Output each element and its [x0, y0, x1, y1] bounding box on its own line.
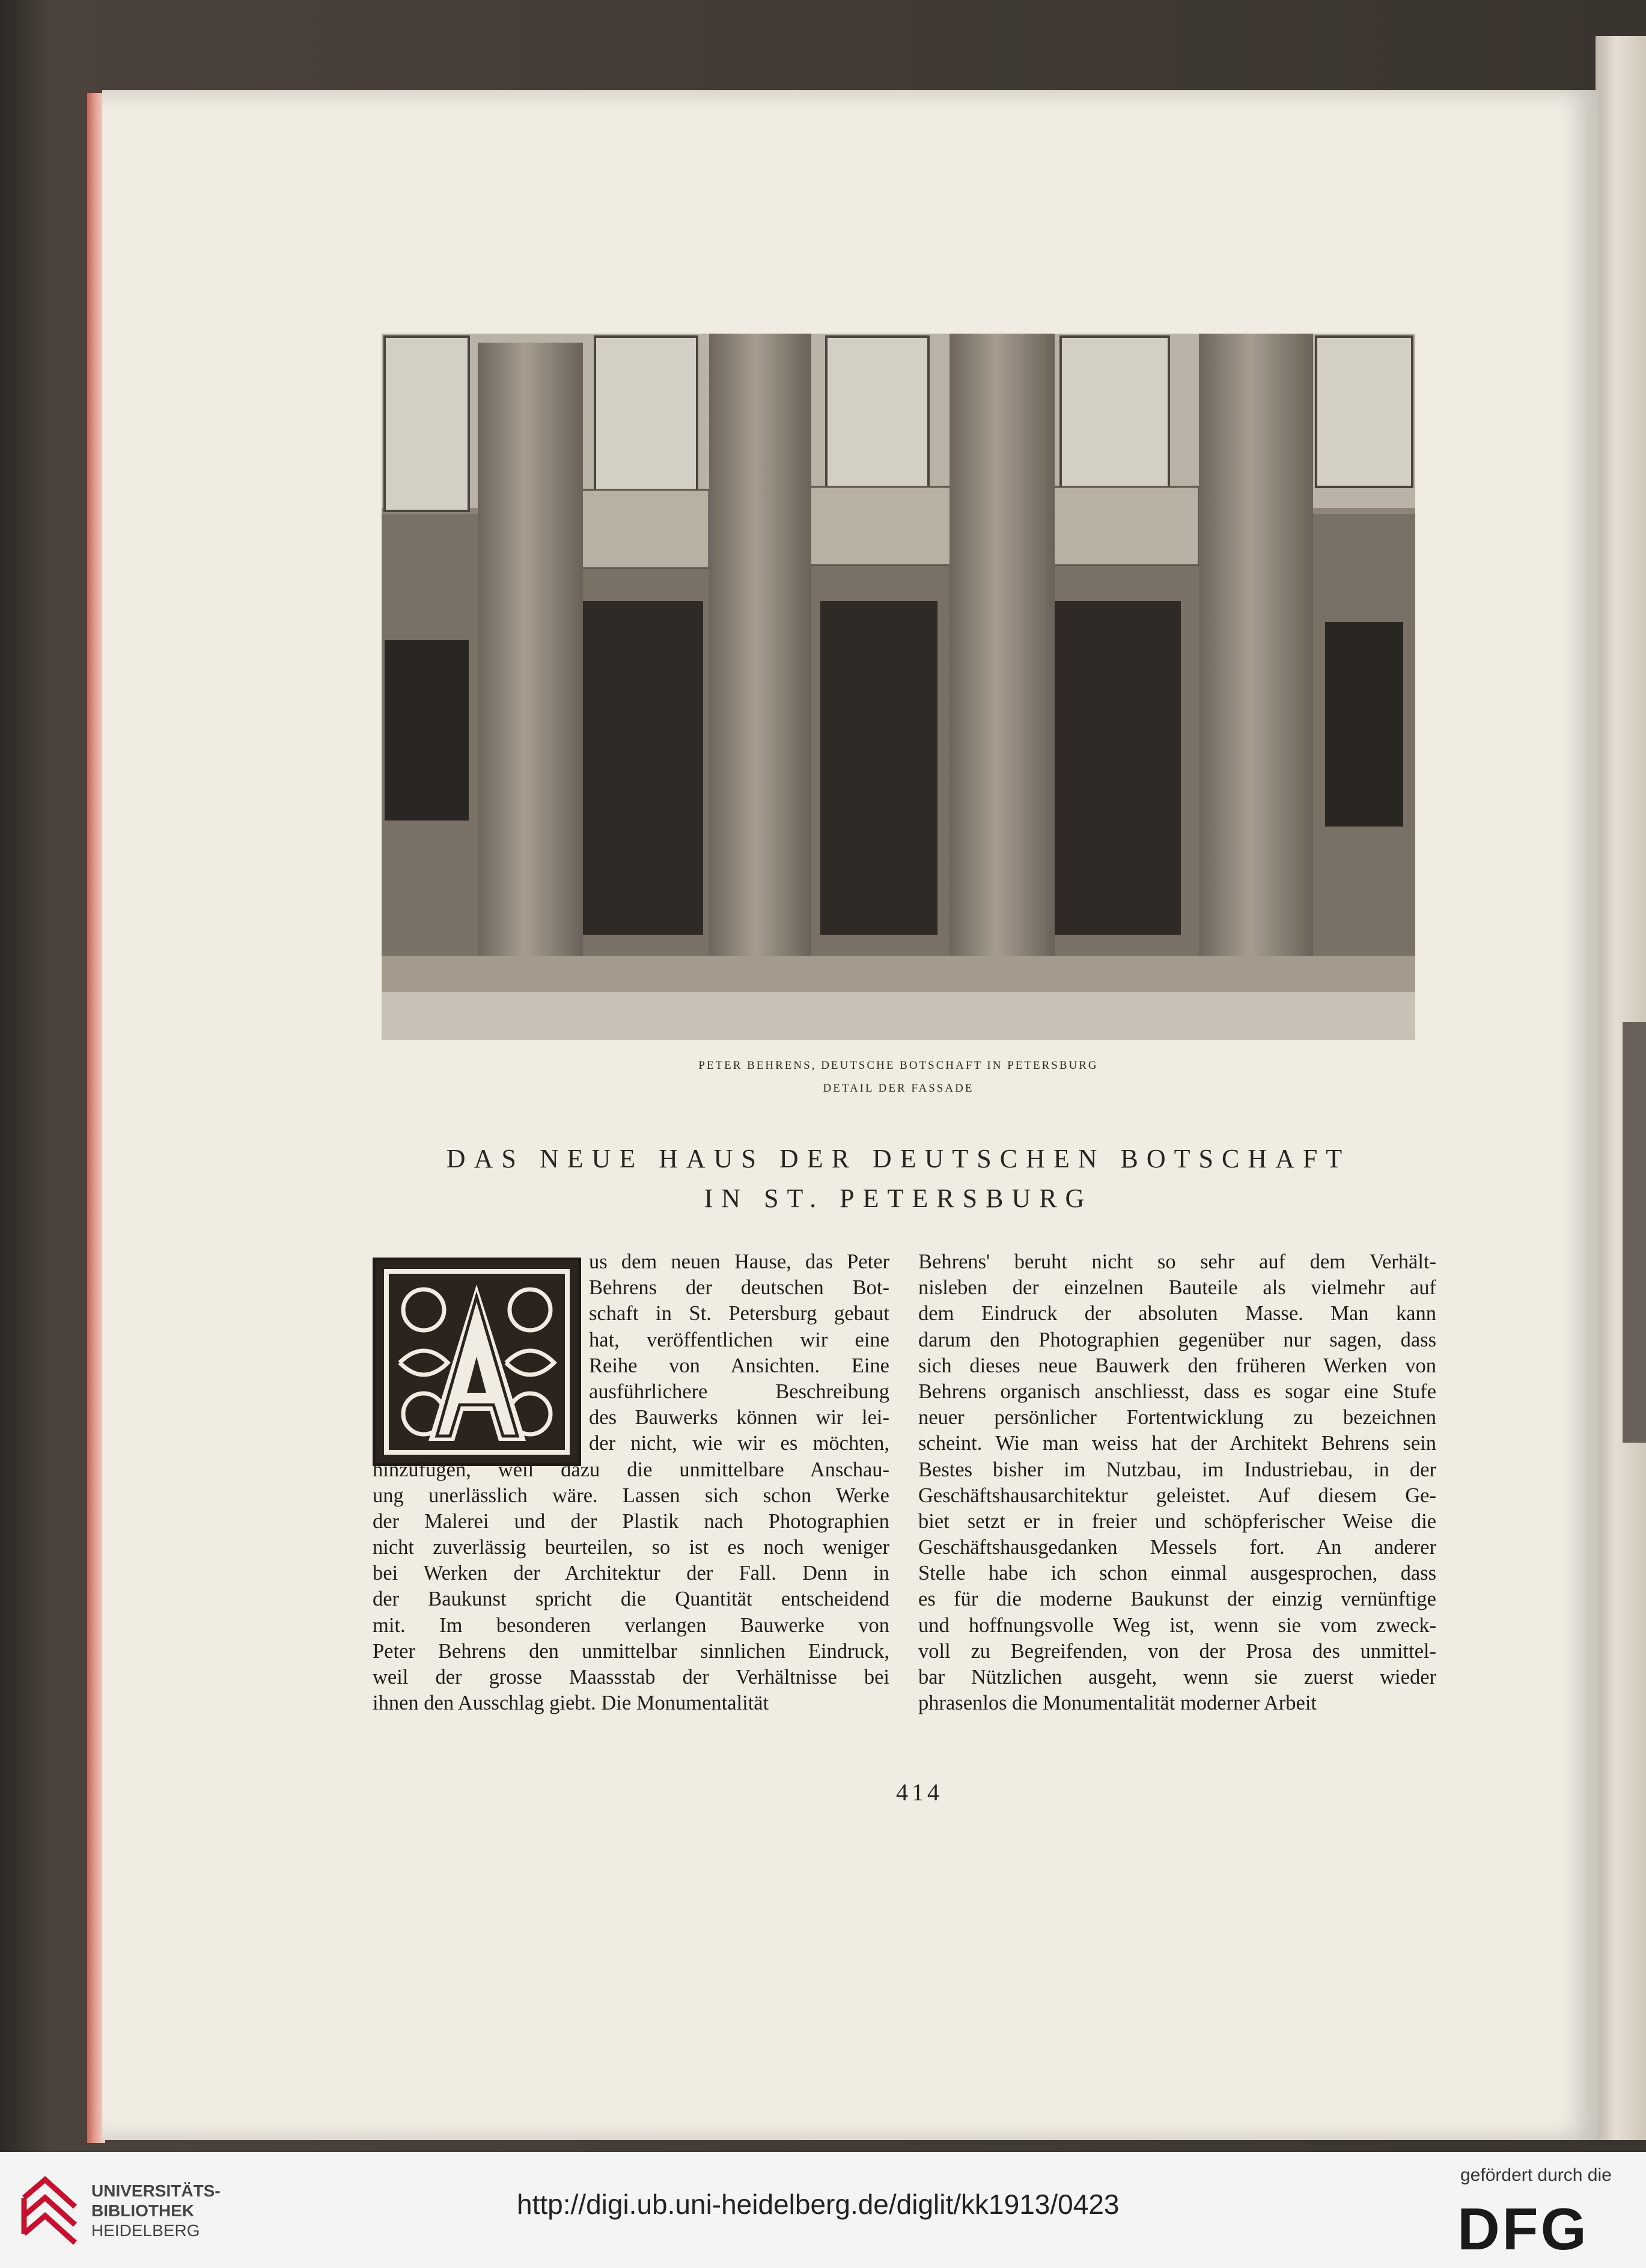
text-line: us dem neuen Hause, das Peter — [589, 1250, 889, 1273]
text-line: phrasenlos die Monumentalität moderner Arbeit — [918, 1692, 1317, 1715]
text-line: der nicht, wie wir es möchten, — [589, 1432, 889, 1455]
text-line: bei Werken der Architektur der Fall. Denn in — [373, 1562, 889, 1585]
photo-caption-subtitle: DETAIL DER FASSADE — [823, 1082, 974, 1095]
text-line: neuer persönlicher Fortentwicklung zu bezeichnen — [918, 1406, 1436, 1429]
text-line: des Bauwerks können wir lei- — [589, 1406, 889, 1429]
library-name-line2: BIBLIOTHEK — [91, 2201, 195, 2220]
text-line: Bestes bisher im Nutzbau, im Industriebau, in der — [918, 1458, 1436, 1481]
right-text-column — [918, 1249, 1436, 1716]
text-line: Behrens' beruht nicht so sehr auf dem Verhält- — [918, 1250, 1436, 1273]
left-text-column — [373, 1249, 889, 1716]
text-line: Geschäftshausgedanken Messels fort. An anderer — [918, 1536, 1436, 1559]
library-name — [91, 2181, 221, 2240]
document-url-link[interactable]: http://digi.ub.uni-heidelberg.de/diglit/kk1913/0423 — [517, 2189, 1120, 2220]
text-line: scheint. Wie man weiss hat der Architekt Behrens sein — [918, 1432, 1436, 1455]
library-name-line1: UNIVERSITÄTS- — [91, 2181, 221, 2200]
text-line: der Baukunst spricht die Quantität entscheidend — [373, 1588, 889, 1611]
text-line: Geschäftshausarchitektur geleistet. Auf diesem Ge- — [918, 1484, 1436, 1507]
text-line: Reihe von Ansichten. Eine — [589, 1354, 889, 1377]
text-line: Behrens der deutschen Bot- — [589, 1276, 889, 1300]
text-line: hat, veröffentlichen wir eine — [589, 1328, 889, 1351]
text-line: der Malerei und der Plastik nach Photographien — [373, 1509, 889, 1533]
text-line: ung unerlässlich wäre. Lassen sich schon Werke — [373, 1484, 889, 1507]
text-line: sich dieses neue Bauwerk den früheren Werken von — [918, 1354, 1436, 1377]
funding-label: gefördert durch die — [1460, 2165, 1612, 2185]
dfg-logo[interactable]: DFG — [1457, 2196, 1589, 2262]
text-line: mit. Im besonderen verlangen Bauwerke von — [373, 1613, 889, 1637]
text-line: dem Eindruck der absoluten Masse. Man kann — [918, 1302, 1436, 1325]
text-line: darum den Photographien gegenüber nur sagen, dass — [918, 1328, 1436, 1351]
facade-photograph — [382, 334, 1415, 1040]
right-page-image-strip — [1623, 1022, 1646, 1443]
page-number: 414 — [896, 1779, 943, 1806]
university-library-logo-icon[interactable] — [18, 2174, 81, 2246]
photo-caption-title: PETER BEHRENS, DEUTSCHE BOTSCHAFT IN PETERSBURG — [698, 1059, 1099, 1072]
text-line: schaft in St. Petersburg gebaut — [589, 1302, 889, 1325]
text-line: und hoffnungsvolle Weg ist, wenn sie vom zweck- — [918, 1613, 1436, 1637]
article-title-line2: IN ST. PETERSBURG — [704, 1184, 1093, 1213]
text-line: biet setzt er in freier und schöpferischer Weise die — [918, 1509, 1436, 1533]
text-line: Peter Behrens den unmittelbar sinnlichen Eindruck, — [373, 1639, 889, 1663]
text-line: Behrens organisch anschliesst, dass es sogar eine Stufe — [918, 1380, 1436, 1403]
library-name-line3: HEIDELBERG — [91, 2221, 200, 2240]
article-title: DAS NEUE HAUS DER DEUTSCHEN BOTSCHAFT — [446, 1144, 1351, 1173]
text-line: es für die moderne Baukunst der einzig vernünftige — [918, 1588, 1436, 1611]
text-line: weil der grosse Maassstab der Verhältnisse bei — [373, 1666, 889, 1689]
text-line: Stelle habe ich schon einmal ausgesprochen, dass — [918, 1562, 1436, 1585]
text-line: ihnen den Ausschlag giebt. Die Monumentalität — [373, 1692, 769, 1715]
text-line: nicht zuverlässig beurteilen, so ist es noch weniger — [373, 1536, 889, 1559]
text-line: bar Nützlichen ausgeht, wenn sie zuerst wieder — [918, 1666, 1436, 1689]
text-line: ausführlichere Beschreibung — [589, 1380, 889, 1403]
text-line: hinzufügen, weil dazu die unmittelbare Anschau- — [373, 1458, 889, 1481]
text-line: nisleben der einzelnen Bauteile als vielmehr auf — [918, 1276, 1436, 1300]
text-line: voll zu Begreifenden, von der Prosa des unmittel- — [918, 1639, 1436, 1663]
viewer-footer-bar — [0, 2152, 1646, 2268]
